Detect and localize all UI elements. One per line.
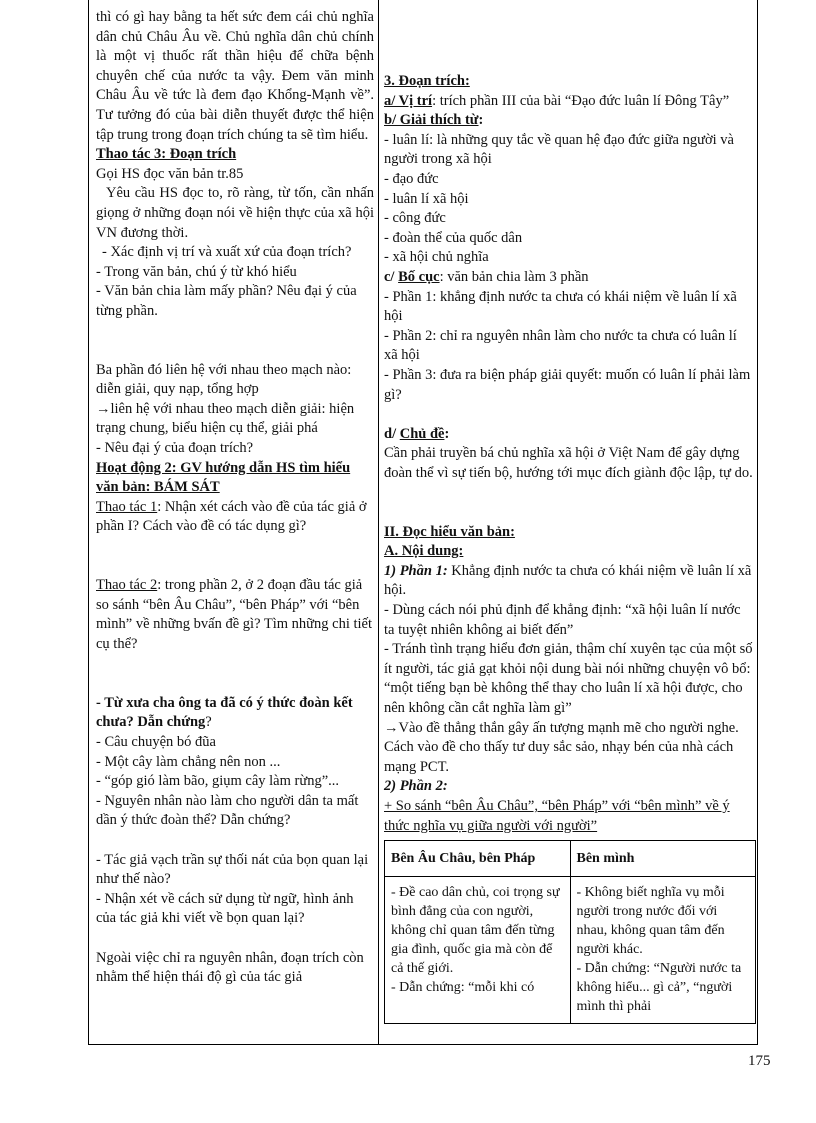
b-item: - đoàn thể của quốc dân xyxy=(384,229,523,246)
c-item: - Phần 1: khẳng định nước ta chưa có khái niệm về luân lí xã hội xyxy=(384,288,737,325)
a-text: : trích phần III của bài “Đạo đức luân lí Đông Tây” xyxy=(432,92,730,109)
section-c xyxy=(384,268,754,288)
c-item: - Phần 3: đưa ra biện pháp giải quyết: muốn có luân lí phải làm gì? xyxy=(384,366,751,403)
b-label: b/ Giải thích từ xyxy=(384,112,479,129)
tt3-line-1: Gọi HS đọc văn bản tr.85 xyxy=(96,165,244,182)
example-3: - “góp gió làm bão, giụm cây làm rừng”... xyxy=(96,773,340,790)
page-number: 175 xyxy=(748,1053,771,1069)
p1-item: →Vào đề thẳng thắn gây ấn tượng mạnh mẽ cho người nghe. Cách vào đề cho thấy tư duy sắc sảo, nhạy bén của nhà cách mạng PCT. xyxy=(384,719,739,775)
c-text: : văn bản chia làm 3 phần xyxy=(439,268,589,285)
p1-label: 1) Phần 1: xyxy=(384,562,448,579)
table-cell xyxy=(385,877,571,1024)
intro-paragraph: thì có gì hay bằng ta hết sức đem cái chủ nghĩa dân chủ Châu Âu về. Chủ nghĩa dân chủ chính là một vị thuốc rất thần hiệu để chữa bệnh chuyên chế của nước ta vậy. Đem văn minh Châu Âu về tức là đem đạo Khổng-Mạnh về”. Tư tưởng đó của bài diễn thuyết được thể hiện tập trung trong đoạn trích chúng ta sẽ tìm hiểu. xyxy=(96,9,374,143)
c-item: - Phần 2: chỉ ra nguyên nhân làm cho nước ta chưa có luân lí xã hội xyxy=(384,327,737,364)
question-thaido: Ngoài việc chỉ ra nguyên nhân, đoạn trích còn nhằm thể hiện thái độ gì của tác giả xyxy=(96,949,364,986)
tt3-line-3: - Xác định vị trí và xuất xứ của đoạn trích? xyxy=(102,244,352,261)
left-column xyxy=(96,8,374,988)
tt2-label: Thao tác 2 xyxy=(96,577,158,594)
b-item: - luân lí xã hội xyxy=(384,190,469,207)
column-divider xyxy=(378,0,379,1045)
example-1: - Câu chuyện bó đũa xyxy=(96,733,216,750)
s2-heading: II. Đọc hiểu văn bản: xyxy=(384,523,515,540)
a-label: a/ Vị trí xyxy=(384,92,433,109)
table-header: Bên mình xyxy=(570,841,756,877)
table-header: Bên Âu Châu, bên Pháp xyxy=(385,841,571,877)
q-doanket-bold: - Từ xưa cha ông ta đã có ý thức đoàn kết chưa? Dẫn chứng xyxy=(96,694,353,731)
q-doanket-tail: ? xyxy=(205,714,212,731)
section-d xyxy=(384,425,754,445)
d-label: Chủ đề xyxy=(399,425,445,442)
d-text: Cần phải truyền bá chủ nghĩa xã hội ở Việt Nam để gây dựng đoàn thể vì sự tiến bộ, hướng tới mục đích giành độc lập, tự do. xyxy=(384,445,753,481)
question-thoinat: - Tác giả vạch trần sự thối nát của bọn quan lại như thế nào? xyxy=(96,851,369,888)
tt1-text: : Nhận xét cách vào đề của tác giả ở phần I? Cách vào đề có tác dụng gì? xyxy=(96,498,367,535)
question-tungu: - Nhận xét về cách sử dụng từ ngữ, hình ảnh của tác giả khi viết về bọn quan lại? xyxy=(96,890,354,927)
table-cell xyxy=(570,877,756,1024)
tt2-text: : trong phần 2, ở 2 đoạn đầu tác giả so sánh “bên Âu Châu”, “bên Pháp” với “bên mình” về những bvấn đề gì? Tìm những chi tiết cụ thể? xyxy=(96,577,372,652)
tt1-label: Thao tác 1 xyxy=(96,498,158,515)
p1-text: Khẳng định nước ta chưa có khái niệm về luân lí xã hội. xyxy=(384,562,752,599)
cell-europe: - Đề cao dân chủ, coi trọng sự bình đẳng của con người, không chỉ quan tâm đến từng gia đình, quốc gia mà còn để cả thế giới. - Dẫn chứng: “mỗi khi có xyxy=(391,885,560,996)
tt3-line-5: - Văn bản chia làm mấy phần? Nêu đại ý của từng phần. xyxy=(96,283,357,319)
cell-vietnam: - Không biết nghĩa vụ mỗi người trong nước đối với nhau, không quan tâm đến người khác. - Dẫn chứng: “Người nước ta không hiểu... gì cả”, “người mình thì phải xyxy=(576,885,742,1015)
tt2-paragraph xyxy=(96,576,374,654)
s3-heading: 3. Đoạn trích: xyxy=(384,73,470,89)
hd2-heading: Hoạt động 2: GV hướng dẫn HS tìm hiểu văn bản: BÁM SÁT xyxy=(96,459,351,496)
tt3-line-4: - Trong văn bản, chú ý từ khó hiểu xyxy=(96,263,297,280)
noidung-heading: A. Nội dung: xyxy=(384,543,464,560)
c-prefix: c/ xyxy=(384,268,399,285)
b-item: - công đức xyxy=(384,210,446,227)
b-item: - xã hội chủ nghĩa xyxy=(384,249,489,266)
tt3-line-2: Yêu cầu HS đọc to, rõ ràng, từ tốn, cần nhấn giọng ở những đoạn nói về hiện thực của xã hội VN đương thời. xyxy=(96,185,374,241)
question-nguyennhan: - Nguyên nhân nào làm cho người dân ta mất dần ý thức đoàn thể? Dẫn chứng? xyxy=(96,792,359,829)
answer-relation: →liên hệ với nhau theo mạch diễn giải: hiện trạng chung, biểu hiện cụ thể, giải phá xyxy=(96,400,355,437)
section-a xyxy=(384,92,754,112)
p1-item: - Tránh tình trạng hiểu đơn giản, thậm chí xuyên tạc của một số ít người, tác giả gạt khỏi nội dung bài nói những chuyện vô bổ: “một tiếng bạn bè không thể thay cho luân lí xã hội được, cho nên không cần cắt nghĩa làm gì” xyxy=(384,641,753,716)
question-relation: Ba phần đó liên hệ với nhau theo mạch nào: diễn giải, quy nạp, tổng hợp xyxy=(96,361,352,398)
d-prefix: d/ xyxy=(384,425,400,442)
b-tail: : xyxy=(478,112,484,129)
d-tail: : xyxy=(444,425,450,442)
question-doanket xyxy=(96,694,374,733)
right-column xyxy=(384,72,754,1024)
c-label: Bố cục xyxy=(398,268,440,285)
compare-line: + So sánh “bên Âu Châu”, “bên Pháp” với “bên mình” về ý thức nghĩa vụ giữa người với người” xyxy=(384,797,730,834)
tt3-heading: Thao tác 3: Đoạn trích xyxy=(96,146,237,163)
part1 xyxy=(384,562,754,601)
tt1-paragraph xyxy=(96,498,374,537)
comparison-table xyxy=(384,840,756,1024)
p2-label: 2) Phần 2: xyxy=(384,778,448,795)
b-item: - luân lí: là những quy tắc về quan hệ đạo đức giữa người và người trong xã hội xyxy=(384,131,734,168)
b-item: - đạo đức xyxy=(384,170,439,187)
section-b xyxy=(384,111,754,131)
p1-item: - Dùng cách nói phủ định để khẳng định: “xã hội luân lí nước ta tuyệt nhiên không ai biết đến” xyxy=(384,602,741,638)
example-2: - Một cây làm chẳng nên non ... xyxy=(96,753,281,770)
question-daiy: - Nêu đại ý của đoạn trích? xyxy=(96,440,254,457)
